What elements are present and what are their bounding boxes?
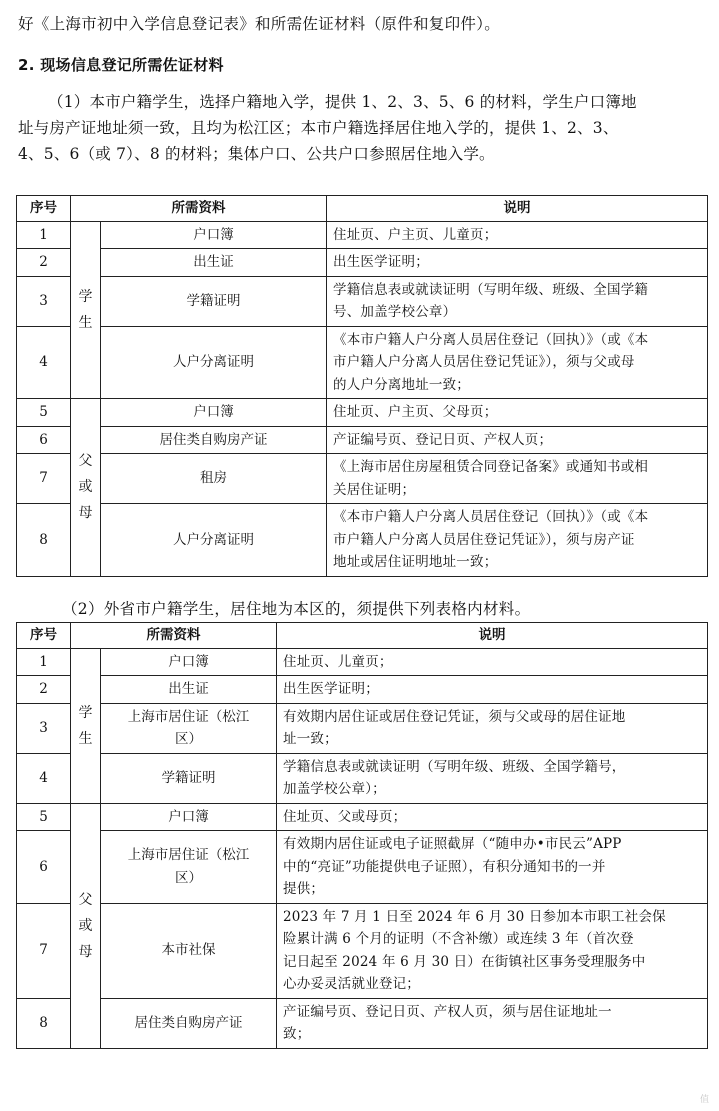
row-number: 7 <box>17 454 71 504</box>
desc-line: 《上海市居住房屋租赁合同登记备案》或通知书或相 <box>333 459 649 475</box>
desc-cell <box>327 221 708 249</box>
material-cell <box>101 676 277 704</box>
header-material: 所需资料 <box>71 623 277 649</box>
desc-cell <box>277 831 708 904</box>
table-row <box>17 753 708 803</box>
material-cell <box>101 703 277 753</box>
group-char: 或 <box>78 917 93 934</box>
group-char: 学 <box>78 704 93 721</box>
paragraph-line: 址与房产证地址须一致，且均为松江区；本市户籍选择居住地入学的，提供 1、2、3、 <box>18 119 619 137</box>
material-line: 上海市居住证（松江 <box>127 708 250 725</box>
table-row <box>17 276 708 326</box>
material-cell <box>101 753 277 803</box>
table-row <box>17 831 708 904</box>
paragraph-line: （1）本市户籍学生，选择户籍地入学，提供 1、2、3、5、6 的材料，学生户口簿地 <box>48 93 637 111</box>
header-no: 序号 <box>17 196 71 222</box>
desc-line: 产证编号页、登记日页、产权人页； <box>333 431 553 448</box>
material-line: 居住类自购房产证 <box>134 1014 243 1031</box>
table-row <box>17 399 708 427</box>
desc-line: 2023 年 7 月 1 日至 2024 年 6 月 30 日参加本市职工社会保 <box>283 908 666 925</box>
table-row <box>17 221 708 249</box>
desc-line: 住址页、父或母页； <box>283 808 407 825</box>
desc-cell <box>277 648 708 676</box>
material-cell <box>101 648 277 676</box>
table-row <box>17 426 708 454</box>
material-line: 出生证 <box>168 681 209 697</box>
group-parent <box>71 803 101 1048</box>
paragraph-line: 4、5、6（或 7）、8 的材料；集体户口、公共户口参照居住地入学。 <box>18 145 495 163</box>
desc-cell <box>327 276 708 326</box>
group-char: 母 <box>78 505 93 522</box>
materials-table-nonlocal <box>16 622 708 1049</box>
group-student <box>71 648 101 803</box>
desc-line: 出生医学证明； <box>283 681 379 697</box>
desc-line: 地址或居住证明地址一致； <box>333 554 498 570</box>
desc-line: 市户籍人户分离人员居住登记凭证》），须与父或母 <box>333 354 635 370</box>
header-desc: 说明 <box>327 196 708 222</box>
material-line: 区） <box>175 869 202 886</box>
row-number: 3 <box>17 703 71 753</box>
table-row <box>17 454 708 504</box>
desc-line: 中的“亮证”功能提供电子证照），有积分通知书的一并 <box>283 858 606 875</box>
material-cell: 人户分离证明 <box>101 326 327 399</box>
group-char: 母 <box>78 943 93 960</box>
table-header-row <box>17 196 708 222</box>
row-number: 7 <box>17 903 71 998</box>
desc-line: 号、加盖学校公章） <box>333 304 457 320</box>
desc-line: 《本市户籍人户分离人员居住登记（回执）》（或《本 <box>333 509 649 525</box>
desc-cell <box>327 399 708 427</box>
table-row <box>17 504 708 577</box>
table-row <box>17 676 708 704</box>
desc-line: 住址页、户主页、儿童页； <box>333 226 498 243</box>
material-cell: 居住类自购房产证 <box>101 426 327 454</box>
desc-cell <box>327 426 708 454</box>
row-number: 6 <box>17 831 71 904</box>
desc-line: 住址页、儿童页； <box>283 653 393 670</box>
table-row <box>17 326 708 399</box>
desc-cell <box>277 676 708 704</box>
row-number: 2 <box>17 676 71 704</box>
desc-line: 关居住证明； <box>333 481 416 498</box>
desc-line: 有效期内居住证或居住登记凭证，须与父或母的居住证地 <box>283 708 626 725</box>
table-row <box>17 903 708 998</box>
desc-cell <box>327 249 708 277</box>
paragraph-nonlocal: （2）外省市户籍学生，居住地为本区的，须提供下列表格内材料。 <box>62 600 531 618</box>
desc-line: 记日起至 2024 年 6 月 30 日）在街镇社区事务受理服务中 <box>283 953 646 970</box>
desc-line: 提供； <box>283 881 325 897</box>
material-cell <box>101 831 277 904</box>
material-cell: 人户分离证明 <box>101 504 327 577</box>
material-cell: 租房 <box>101 454 327 504</box>
group-char: 生 <box>78 730 93 747</box>
material-cell: 户口簿 <box>101 399 327 427</box>
material-line: 户口簿 <box>168 653 209 670</box>
desc-line: 加盖学校公章）； <box>283 781 386 797</box>
header-no: 序号 <box>17 623 71 649</box>
intro-line: 好《上海市初中入学信息登记表》和所需佐证材料（原件和复印件）。 <box>18 15 501 33</box>
desc-line: 险累计满 6 个月的证明（不含补缴）或连续 3 年（首次登 <box>283 931 634 947</box>
table-row <box>17 249 708 277</box>
desc-cell <box>277 803 708 831</box>
desc-line: 《本市户籍人户分离人员居住登记（回执）》（或《本 <box>333 331 649 348</box>
desc-cell <box>277 753 708 803</box>
row-number: 2 <box>17 249 71 277</box>
material-cell <box>101 903 277 998</box>
row-number: 1 <box>17 648 71 676</box>
table-row <box>17 648 708 676</box>
table-row <box>17 703 708 753</box>
group-char: 学 <box>78 288 93 305</box>
desc-line: 心办妥灵活就业登记； <box>283 976 420 992</box>
material-line: 本市社保 <box>161 942 216 959</box>
material-line: 户口簿 <box>168 808 209 825</box>
desc-line: 的人户分离地址一致； <box>333 376 470 393</box>
desc-line: 学籍信息表或就读证明（写明年级、班级、全国学籍号， <box>283 758 626 775</box>
row-number: 5 <box>17 803 71 831</box>
desc-line: 出生医学证明； <box>333 254 429 270</box>
row-number: 3 <box>17 276 71 326</box>
table-header-row <box>17 623 708 649</box>
watermark: 值 <box>699 1095 709 1105</box>
material-line: 学籍证明 <box>161 769 216 786</box>
paragraph-local-residents <box>18 89 708 167</box>
desc-cell <box>327 454 708 504</box>
row-number: 8 <box>17 998 71 1048</box>
desc-cell <box>277 703 708 753</box>
desc-line: 市户籍人户分离人员居住登记凭证》），须与房产证 <box>333 531 635 548</box>
section-heading: 2. 现场信息登记所需佐证材料 <box>18 56 224 74</box>
desc-cell <box>327 326 708 399</box>
group-student <box>71 221 101 399</box>
group-char: 生 <box>78 314 93 331</box>
material-cell <box>101 803 277 831</box>
material-cell: 出生证 <box>101 249 327 277</box>
row-number: 1 <box>17 221 71 249</box>
desc-cell <box>327 504 708 577</box>
group-char: 父 <box>78 891 93 908</box>
desc-line: 致； <box>283 1026 311 1042</box>
material-cell: 学籍证明 <box>101 276 327 326</box>
desc-line: 址一致； <box>283 731 338 747</box>
desc-line: 产证编号页、登记日页、产权人页，须与居住证地址一 <box>283 1003 612 1020</box>
row-number: 4 <box>17 753 71 803</box>
material-cell: 户口簿 <box>101 221 327 249</box>
group-char: 或 <box>78 479 93 496</box>
desc-cell <box>277 998 708 1048</box>
desc-line: 住址页、户主页、父母页； <box>333 404 498 420</box>
table-row <box>17 803 708 831</box>
desc-line: 有效期内居住证或电子证照截屏（“随申办•市民云”APP <box>283 836 622 852</box>
header-desc: 说明 <box>277 623 708 649</box>
row-number: 4 <box>17 326 71 399</box>
materials-table-local <box>16 195 708 577</box>
material-cell <box>101 998 277 1048</box>
material-line: 上海市居住证（松江 <box>127 847 250 864</box>
row-number: 6 <box>17 426 71 454</box>
row-number: 5 <box>17 399 71 427</box>
group-char: 父 <box>78 453 93 470</box>
material-line: 区） <box>175 731 202 747</box>
header-material: 所需资料 <box>71 196 327 222</box>
group-parent <box>71 399 101 577</box>
desc-cell <box>277 903 708 998</box>
row-number: 8 <box>17 504 71 577</box>
desc-line: 学籍信息表或就读证明（写明年级、班级、全国学籍 <box>333 281 649 298</box>
table-row <box>17 998 708 1048</box>
